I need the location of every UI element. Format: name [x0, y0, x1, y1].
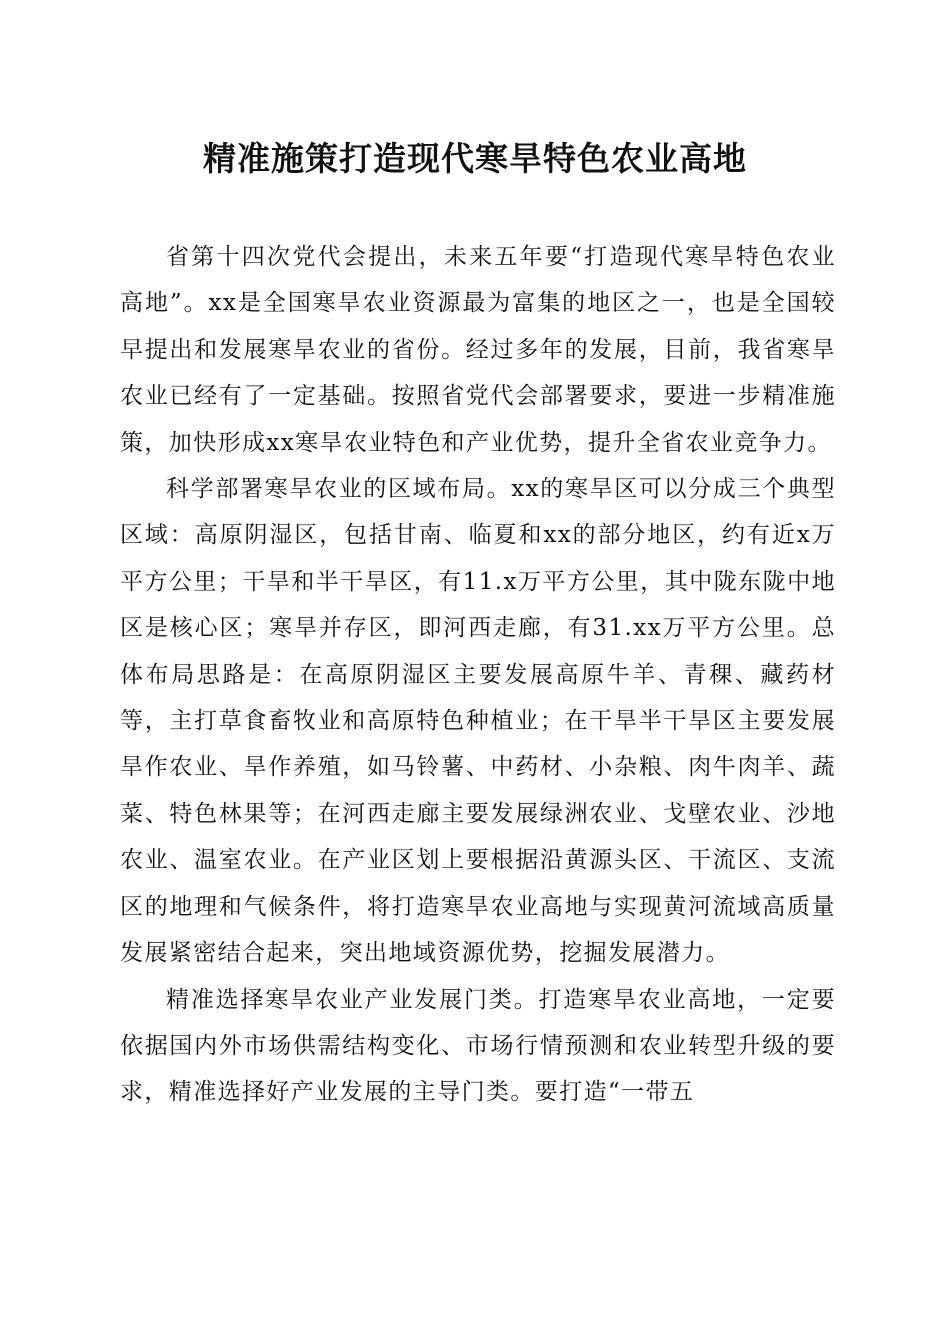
document-body [120, 234, 836, 1116]
paragraph-industry-selection: 精准选择寒旱农业产业发展门类。打造寒旱农业高地，一定要依据国内外市场供需结构变化、市场行情预测和农业转型升级的要求，精准选择好产业发展的主导门类。要打造“一带五 [120, 986, 836, 1106]
document-title: 精准施策打造现代寒旱特色农业高地 [203, 139, 747, 178]
paragraph-intro: 省第十四次党代会提出，未来五年要“打造现代寒旱特色农业高地”。xx是全国寒旱农业资源最为富集的地区之一，也是全国较早提出和发展寒旱农业的省份。经过多年的发展，目前，我省寒旱农业已经有了一定基础。按照省党代会部署要求，要进一步精准施策，加快形成xx寒旱农业特色和产业优势，提升全省农业竞争力。 [120, 244, 836, 456]
paragraph-regional-layout: 科学部署寒旱农业的区域布局。xx的寒旱区可以分成三个典型区域：高原阴湿区，包括甘南、临夏和xx的部分地区，约有近x万平方公里；干旱和半干旱区，有11.x万平方公里，其中陇东陇中地区是核心区；寒旱并存区，即河西走廊，有31.xx万平方公里。总体布局思路是：在高原阴湿区主要发展高原牛羊、青稞、藏药材等，主打草食畜牧业和高原特色种植业；在干旱半干旱区主要发展旱作农业、旱作养殖，如马铃薯、中药材、小杂粮、肉牛肉羊、蔬菜、特色林果等；在河西走廊主要发展绿洲农业、戈壁农业、沙地农业、温室农业。在产业区划上要根据沿黄源头区、干流区、支流区的地理和气候条件，将打造寒旱农业高地与实现黄河流域高质量发展紧密结合起来，突出地域资源优势，挖掘发展潜力。 [120, 476, 836, 967]
